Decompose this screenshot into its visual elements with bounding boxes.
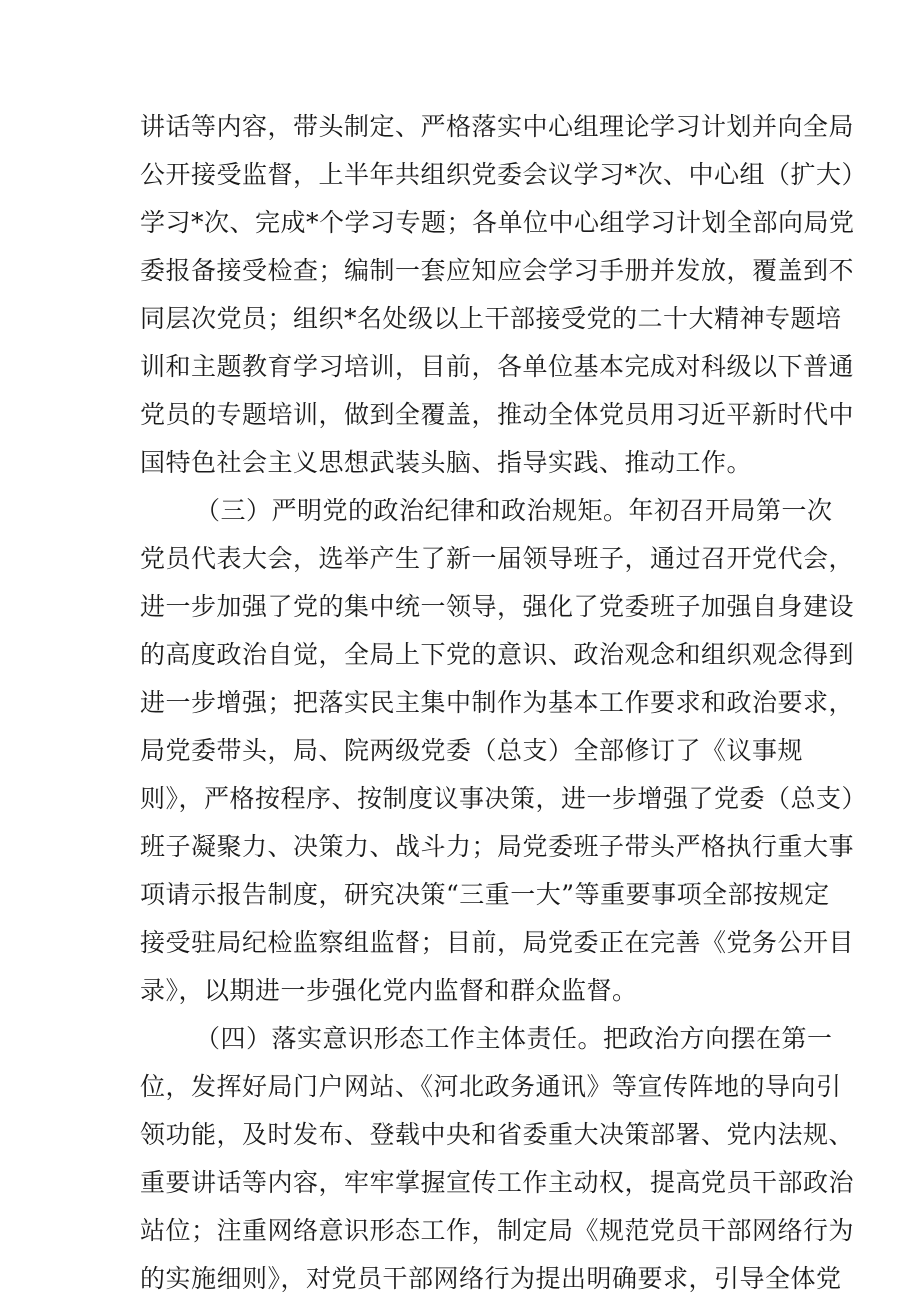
text-line: 党员的专题培训，做到全覆盖，推动全体党员用习近平新时代中 bbox=[140, 400, 855, 429]
text-line: 学习*次、完成*个学习专题；各单位中心组学习计划全部向局党 bbox=[140, 208, 855, 237]
paragraph-heading: （四）落实意识形态工作主体责任。把政治方向摆在第一 bbox=[195, 1024, 833, 1053]
text-line: 国特色社会主义思想武装头脑、指导实践、推动工作。 bbox=[140, 448, 753, 477]
text-line: 领功能，及时发布、登载中央和省委重大决策部署、党内法规、 bbox=[140, 1120, 855, 1149]
text-line: 讲话等内容，带头制定、严格落实中心组理论学习计划并向全局 bbox=[140, 112, 855, 141]
text-line: 站位；注重网络意识形态工作，制定局《规范党员干部网络行为 bbox=[140, 1216, 855, 1245]
text-line: 的实施细则》，对党员干部网络行为提出明确要求，引导全体党 bbox=[140, 1264, 842, 1293]
text-line: 训和主题教育学习培训，目前，各单位基本完成对科级以下普通 bbox=[140, 352, 855, 381]
text-line: 则》，严格按程序、按制度议事决策，进一步增强了党委（总支） bbox=[140, 784, 868, 813]
text-line: 项请示报告制度，研究决策“三重一大”等重要事项全部按规定 bbox=[140, 880, 830, 909]
text-line: 重要讲话等内容，牢牢掌握宣传工作主动权，提高党员干部政治 bbox=[140, 1168, 855, 1197]
text-line: 的高度政治自觉，全局上下党的意识、政治观念和组织观念得到 bbox=[140, 640, 855, 669]
text-line: 位，发挥好局门户网站、《河北政务通讯》等宣传阵地的导向引 bbox=[140, 1072, 842, 1101]
text-line: 班子凝聚力、决策力、战斗力；局党委班子带头严格执行重大事 bbox=[140, 832, 855, 861]
text-line: 进一步加强了党的集中统一领导，强化了党委班子加强自身建设 bbox=[140, 592, 855, 621]
text-line: 同层次党员；组织*名处级以上干部接受党的二十大精神专题培 bbox=[140, 304, 842, 333]
text-line: 录》，以期进一步强化党内监督和群众监督。 bbox=[140, 976, 638, 1005]
paragraph-heading: （三）严明党的政治纪律和政治规矩。年初召开局第一次 bbox=[195, 496, 833, 525]
text-line: 公开接受监督，上半年共组织党委会议学习*次、中心组（扩大） bbox=[140, 160, 868, 189]
text-line: 局党委带头，局、院两级党委（总支）全部修订了《议事规 bbox=[140, 736, 804, 765]
text-line: 委报备接受检查；编制一套应知应会学习手册并发放，覆盖到不 bbox=[140, 256, 855, 285]
text-line: 党员代表大会，选举产生了新一届领导班子，通过召开党代会， bbox=[140, 544, 855, 573]
text-line: 进一步增强；把落实民主集中制作为基本工作要求和政治要求， bbox=[140, 688, 855, 717]
text-line: 接受驻局纪检监察组监督；目前，局党委正在完善《党务公开目 bbox=[140, 928, 855, 957]
